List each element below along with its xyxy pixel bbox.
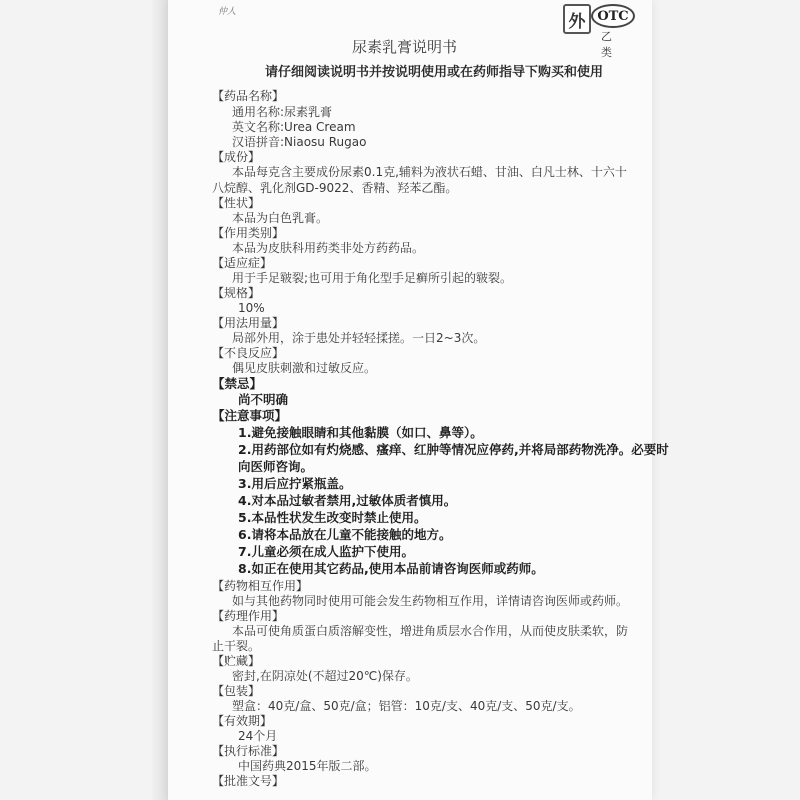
section-pharmacology-heading: 【药理作用】 bbox=[212, 609, 285, 623]
section-name-heading: 【药品名称】 bbox=[212, 89, 285, 103]
standard-text: 中国药典2015年版二部。 bbox=[238, 759, 377, 773]
section-precautions-heading: 【注意事项】 bbox=[212, 408, 288, 423]
validity-text: 24个月 bbox=[238, 729, 278, 743]
precaution-item-1: 1.避免接触眼睛和其他黏膜（如口、鼻等）。 bbox=[238, 425, 483, 440]
precaution-item-8: 8.如正在使用其它药品,使用本品前请咨询医师或药师。 bbox=[238, 561, 544, 576]
pharmacology-line-2: 止干裂。 bbox=[212, 639, 261, 653]
spec-text: 10% bbox=[238, 301, 265, 315]
precaution-item-5: 5.本品性状发生改变时禁止使用。 bbox=[238, 510, 427, 525]
pinyin-name: 汉语拼音:Niaosu Rugao bbox=[232, 135, 367, 149]
package-text: 塑盒：40克/盒、50克/盒；铝管：10克/支、40克/支、50克/支。 bbox=[232, 699, 581, 713]
indication-text: 用于手足皲裂;也可用于角化型手足癣所引起的皲裂。 bbox=[232, 271, 513, 285]
section-interaction-heading: 【药物相互作用】 bbox=[212, 579, 309, 593]
adverse-text: 偶见皮肤刺激和过敏反应。 bbox=[232, 361, 377, 375]
section-package-heading: 【包装】 bbox=[212, 684, 261, 698]
document-title: 尿素乳膏说明书 bbox=[352, 38, 458, 56]
section-adverse-heading: 【不良反应】 bbox=[212, 346, 285, 360]
ingredients-line-2: 八烷醇、乳化剂GD-9022、香精、羟苯乙酯。 bbox=[212, 181, 458, 195]
precaution-item-3: 3.用后应拧紧瓶盖。 bbox=[238, 476, 352, 491]
precaution-item-2-cont: 向医师咨询。 bbox=[238, 459, 314, 474]
english-name: 英文名称:Urea Cream bbox=[232, 120, 356, 134]
section-spec-heading: 【规格】 bbox=[212, 286, 261, 300]
section-category-heading: 【作用类别】 bbox=[212, 226, 285, 240]
section-character-heading: 【性状】 bbox=[212, 196, 261, 210]
interaction-text: 如与其他药物同时使用可能会发生药物相互作用，详情请咨询医师或药师。 bbox=[232, 594, 629, 608]
top-mark: 仲人 bbox=[218, 7, 237, 17]
otc-logo: OTC bbox=[591, 4, 635, 28]
section-ingredients-heading: 【成份】 bbox=[212, 150, 261, 164]
contra-text: 尚不明确 bbox=[238, 392, 289, 407]
otc-class-label: 乙类 bbox=[601, 30, 612, 59]
character-text: 本品为白色乳膏。 bbox=[232, 211, 329, 225]
precaution-item-6: 6.请将本品放在儿童不能接触的地方。 bbox=[238, 527, 452, 542]
category-text: 本品为皮肤科用药类非处方药药品。 bbox=[232, 241, 425, 255]
precaution-item-2: 2.用药部位如有灼烧感、瘙痒、红肿等情况应停药,并将局部药物洗净。必要时 bbox=[238, 442, 669, 457]
section-standard-heading: 【执行标准】 bbox=[212, 744, 285, 758]
section-approval-heading: 【批准文号】 bbox=[212, 774, 285, 788]
section-storage-heading: 【贮藏】 bbox=[212, 654, 261, 668]
ingredients-line-1: 本品每克含主要成份尿素0.1克,辅料为液状石蜡、甘油、白凡士林、十六十 bbox=[232, 165, 627, 179]
precaution-item-4: 4.对本品过敏者禁用,过敏体质者慎用。 bbox=[238, 493, 457, 508]
section-validity-heading: 【有效期】 bbox=[212, 714, 273, 728]
storage-text: 密封,在阴凉处(不超过20℃)保存。 bbox=[232, 669, 418, 683]
external-use-mark: 外 bbox=[563, 4, 591, 34]
common-name: 通用名称:尿素乳膏 bbox=[232, 105, 333, 119]
section-dosage-heading: 【用法用量】 bbox=[212, 316, 285, 330]
pharmacology-line-1: 本品可使角质蛋白质溶解变性，增进角质层水合作用，从而使皮肤柔软，防 bbox=[232, 624, 629, 638]
section-indication-heading: 【适应症】 bbox=[212, 256, 273, 270]
document-subtitle: 请仔细阅读说明书并按说明使用或在药师指导下购买和使用 bbox=[265, 65, 604, 80]
dosage-text: 局部外用，涂于患处并轻轻揉搓。一日2~3次。 bbox=[232, 331, 486, 345]
section-contra-heading: 【禁忌】 bbox=[212, 376, 263, 391]
precaution-item-7: 7.儿童必须在成人监护下使用。 bbox=[238, 544, 414, 559]
